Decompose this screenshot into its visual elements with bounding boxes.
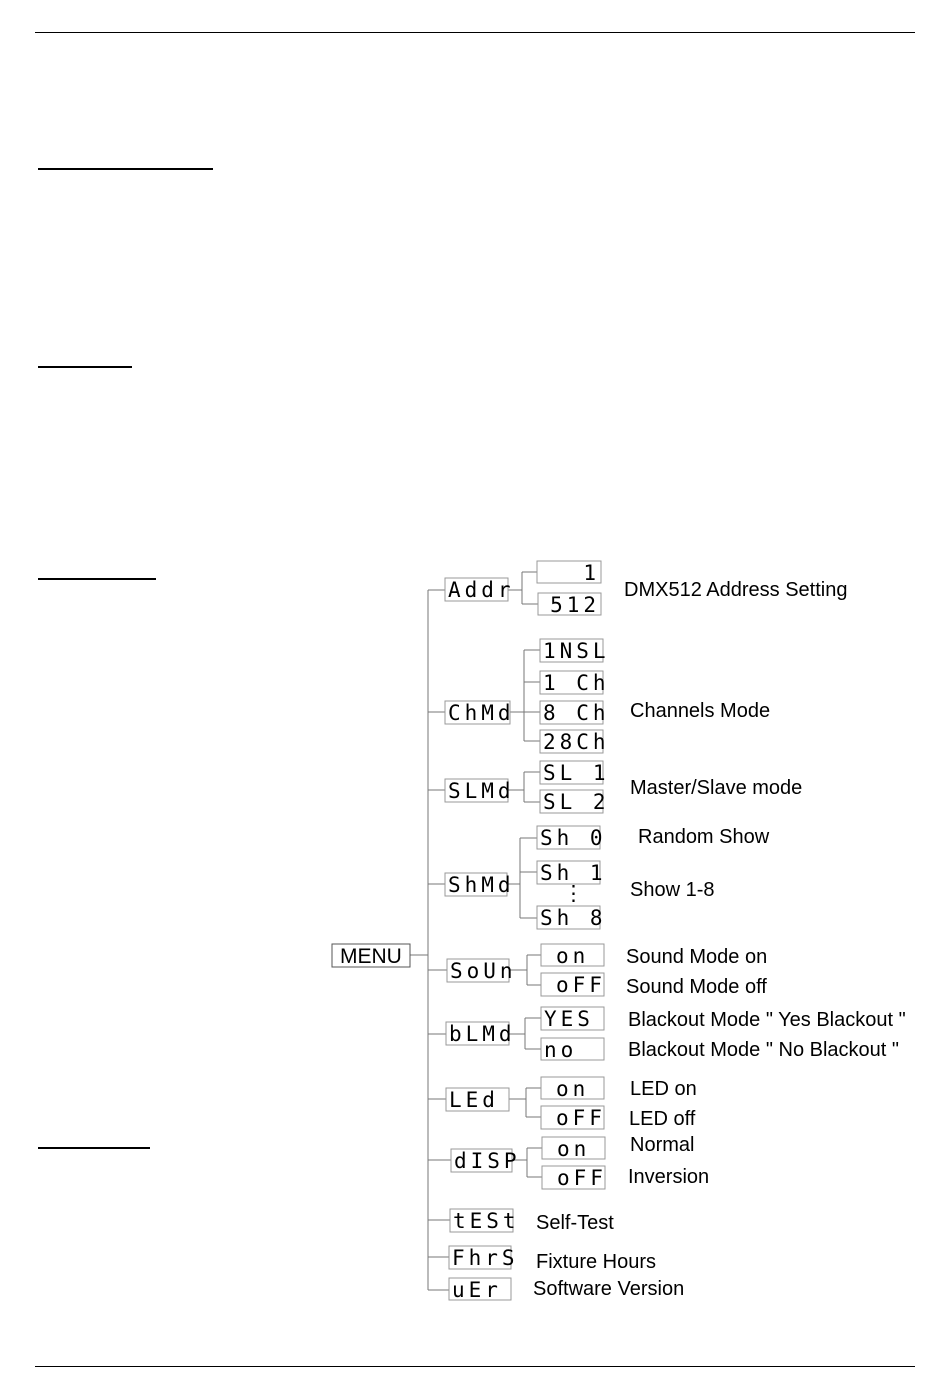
menu-code-soun: SoUn xyxy=(450,959,517,983)
option-slmd-2: SL 2 xyxy=(543,790,610,814)
menu-code-slmd: SLMd xyxy=(448,779,515,803)
option-shmd-3: Sh 8 xyxy=(540,906,607,930)
menu-code-test: tESt xyxy=(453,1209,520,1233)
option-led-off: oFF xyxy=(556,1106,606,1130)
option-led-on: on xyxy=(556,1077,590,1101)
label-shmd-shows: Show 1-8 xyxy=(630,879,715,901)
label-fhrs: Fixture Hours xyxy=(536,1251,657,1273)
option-soun-off: oFF xyxy=(556,973,606,997)
menu-code-shmd: ShMd xyxy=(448,873,515,897)
option-disp-on: on xyxy=(557,1137,591,1161)
option-soun-on: on xyxy=(556,944,590,968)
label-soun-off: Sound Mode off xyxy=(626,976,767,998)
label-disp-normal: Normal xyxy=(630,1134,695,1156)
label-addr: DMX512 Address Setting xyxy=(624,579,848,601)
menu-code-led: LEd xyxy=(449,1088,499,1112)
option-shmd-ellipsis: ⋮ xyxy=(563,881,588,905)
menu-code-chmd: ChMd xyxy=(448,701,515,725)
menu-code-disp: dISP xyxy=(454,1149,521,1173)
menu-root-node xyxy=(332,944,410,968)
label-blmd-no: Blackout Mode " No Blackout " xyxy=(628,1039,899,1061)
option-slmd-1: SL 1 xyxy=(543,761,610,785)
option-shmd-2: Sh 1 xyxy=(540,861,607,885)
option-addr-min: 1 xyxy=(583,561,600,585)
menu-code-fhrs: FhrS xyxy=(452,1246,519,1270)
label-slmd: Master/Slave mode xyxy=(630,777,803,799)
option-disp-off: oFF xyxy=(557,1166,607,1190)
menu-code-addr: Addr xyxy=(448,578,515,602)
option-chmd-4: 28Ch xyxy=(543,730,610,754)
menu-code-uer: uEr xyxy=(452,1278,502,1302)
label-disp-inversion: Inversion xyxy=(628,1166,710,1188)
label-chmd: Channels Mode xyxy=(630,700,771,722)
menu-root-label: MENU xyxy=(340,945,402,968)
label-shmd-random: Random Show xyxy=(638,826,770,848)
label-blmd-yes: Blackout Mode " Yes Blackout " xyxy=(628,1009,906,1031)
label-led-off: LED off xyxy=(629,1108,696,1130)
label-test: Self-Test xyxy=(536,1212,614,1234)
option-chmd-1: 1NSL xyxy=(543,639,610,663)
label-soun-on: Sound Mode on xyxy=(626,946,768,968)
option-shmd-1: Sh 0 xyxy=(540,826,607,850)
option-blmd-no: no xyxy=(544,1038,578,1062)
label-uer: Software Version xyxy=(533,1278,685,1300)
option-chmd-3: 8 Ch xyxy=(543,701,610,725)
option-addr-max: 512 xyxy=(550,593,600,617)
label-led-on: LED on xyxy=(630,1078,697,1100)
option-chmd-2: 1 Ch xyxy=(543,671,610,695)
menu-code-blmd: bLMd xyxy=(449,1022,516,1046)
option-blmd-yes: YES xyxy=(544,1007,594,1031)
